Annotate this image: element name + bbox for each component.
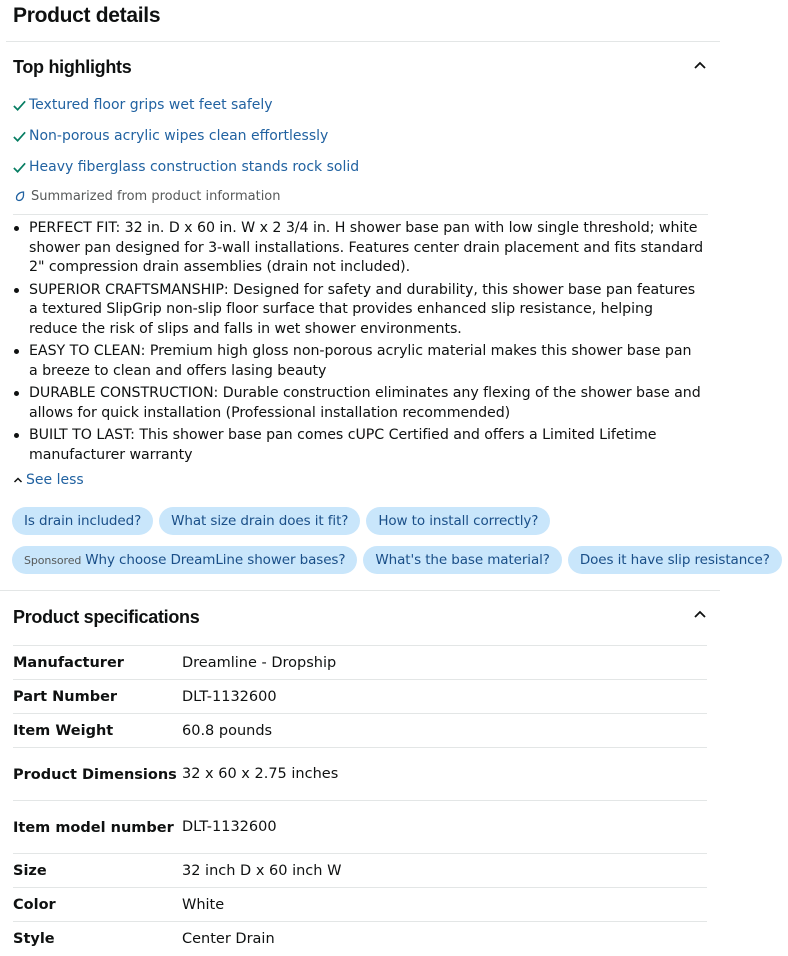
table-row	[13, 801, 707, 854]
highlight-text: Non-porous acrylic wipes clean effortlessly	[29, 128, 329, 144]
spec-value: DLT-1132600	[182, 680, 707, 714]
highlight-text: Heavy fiberglass construction stands rock solid	[29, 159, 360, 175]
spec-key: Color	[13, 888, 182, 922]
divider	[13, 214, 708, 215]
top-highlights-title: Top highlights	[13, 57, 132, 77]
question-chips-row	[12, 546, 788, 574]
spec-key: Manufacturer	[13, 646, 182, 680]
sponsored-chip[interactable]	[12, 546, 357, 574]
table-row	[13, 922, 707, 956]
table-row	[13, 646, 707, 680]
spec-value: 60.8 pounds	[182, 714, 707, 748]
feature-bullets	[0, 219, 704, 468]
section-divider	[0, 590, 720, 591]
see-less-label: See less	[26, 472, 84, 488]
bullet-item: DURABLE CONSTRUCTION: Durable construction eliminates any flexing of the shower base and allows for quick installation (Professional installation recommended)	[29, 384, 704, 423]
spec-value: 32 x 60 x 2.75 inches	[182, 748, 707, 801]
check-icon	[12, 160, 27, 175]
page-title: Product details	[13, 4, 161, 27]
spec-key: Item Weight	[13, 714, 182, 748]
question-chip[interactable]: What's the base material?	[363, 546, 561, 574]
question-chips-row	[12, 507, 556, 535]
bullet-item: PERFECT FIT: 32 in. D x 60 in. W x 2 3/4 in. H shower base pan with low single threshold; white shower pan designed for 3-wall installations. Features center drain placement and fits standard 2" compression drain assemblies (drain not included).	[29, 219, 704, 278]
specifications-table	[13, 645, 707, 956]
table-row	[13, 888, 707, 922]
spec-key: Item model number	[13, 801, 182, 854]
check-icon	[12, 129, 27, 144]
highlight-item	[12, 125, 328, 147]
spec-key: Part Number	[13, 680, 182, 714]
spec-value: Dreamline - Dropship	[182, 646, 707, 680]
spec-value: White	[182, 888, 707, 922]
spec-value: 32 inch D x 60 inch W	[182, 854, 707, 888]
summary-note	[14, 187, 281, 205]
question-chip[interactable]: Does it have slip resistance?	[568, 546, 782, 574]
check-icon	[12, 98, 27, 113]
bullet-item: BUILT TO LAST: This shower base pan comes cUPC Certified and offers a Limited Lifetime manufacturer warranty	[29, 426, 704, 465]
ai-summary-icon	[14, 190, 26, 202]
table-row	[13, 680, 707, 714]
chevron-up-icon[interactable]	[692, 57, 708, 73]
spec-key: Product Dimensions	[13, 748, 182, 801]
product-specifications-title: Product specifications	[13, 607, 200, 627]
table-row	[13, 748, 707, 801]
chevron-up-icon	[13, 475, 23, 485]
sponsored-label: Sponsored	[24, 553, 82, 567]
summary-text: Summarized from product information	[31, 188, 281, 204]
question-chip[interactable]: How to install correctly?	[366, 507, 550, 535]
chevron-up-icon[interactable]	[692, 606, 708, 622]
table-row	[13, 854, 707, 888]
sponsored-chip-text: Why choose DreamLine shower bases?	[85, 552, 346, 568]
table-row	[13, 714, 707, 748]
spec-key: Size	[13, 854, 182, 888]
see-less-link[interactable]	[13, 472, 84, 488]
question-chip[interactable]: Is drain included?	[12, 507, 153, 535]
highlight-item	[12, 94, 273, 116]
question-chip[interactable]: What size drain does it fit?	[159, 507, 360, 535]
highlight-text: Textured floor grips wet feet safely	[29, 97, 273, 113]
highlight-item	[12, 156, 359, 178]
divider	[6, 41, 720, 42]
spec-key: Style	[13, 922, 182, 956]
spec-value: DLT-1132600	[182, 801, 707, 854]
bullet-item: EASY TO CLEAN: Premium high gloss non-porous acrylic material makes this shower base pan a breeze to clean and offers lasing beauty	[29, 342, 704, 381]
bullet-item: SUPERIOR CRAFTSMANSHIP: Designed for safety and durability, this shower base pan features a textured SlipGrip non-slip floor surface that provides enhanced slip resistance, helping reduce the risk of slips and falls in wet shower environments.	[29, 281, 704, 340]
spec-value: Center Drain	[182, 922, 707, 956]
